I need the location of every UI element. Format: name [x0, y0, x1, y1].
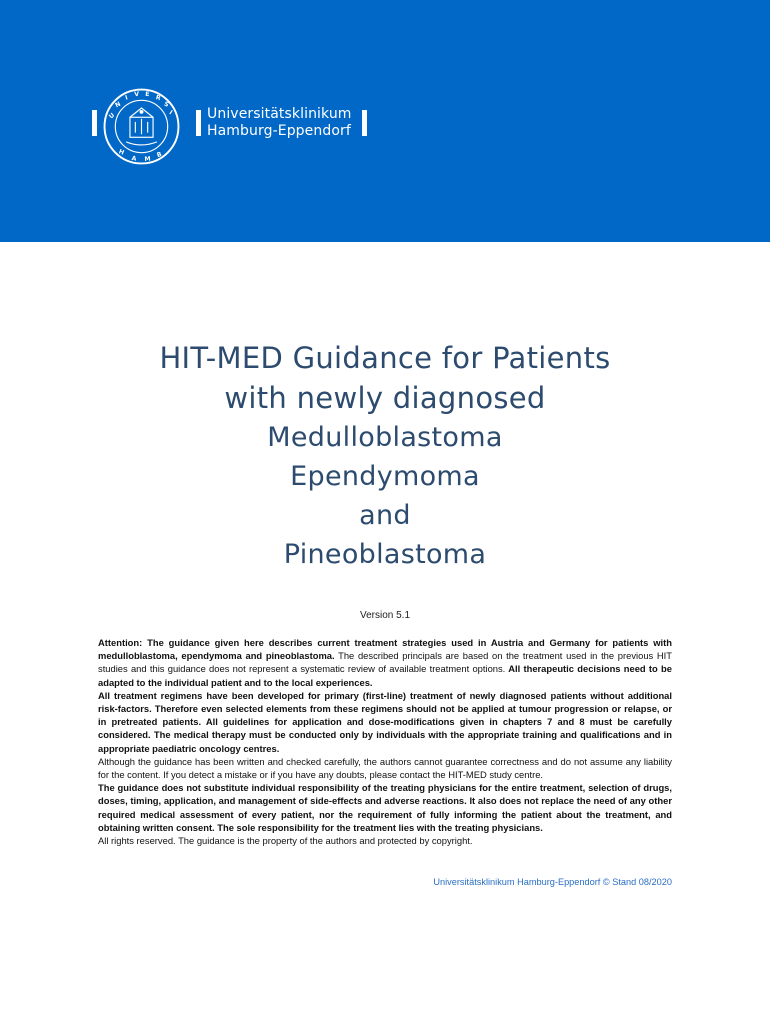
title-line-2: with newly diagnosed [224, 381, 546, 415]
disclaimer-paragraph-5 [98, 834, 672, 847]
disclaimer-paragraph-3 [98, 755, 672, 781]
logo-line-1: Universitätsklinikum [207, 106, 352, 122]
disclaimer-paragraph-4 [98, 781, 672, 834]
header-band [0, 0, 770, 242]
disclaimer-p3-regular: Although the guidance has been written and checked carefully, the authors cannot guarantee correctness and do not assume any liability for the content. If you detect a mistake or if you have any doubts, please contact the HIT-MED study centre. [98, 755, 672, 781]
logo-bar-icon [196, 110, 201, 136]
svg-text:S: S [162, 100, 170, 109]
svg-text:I: I [124, 94, 129, 102]
title-line-3: Medulloblastoma [267, 422, 503, 453]
title-line-5: and [359, 500, 411, 531]
svg-text:V: V [133, 90, 140, 99]
title-line-4: Ependymoma [290, 461, 480, 492]
disclaimer-p2-bold: All treatment regimens have been developed for primary (first-line) treatment of newly diagnosed patients without additional risk-factors. Therefore even selected elements from these regimens should not be applied at tumour progression or relapse, or in pretreated patients. All guidelines for application and dose-modifications given in chapters 7 and 8 must be carefully considered. The medical therapy must be conducted only by individuals with the appropriate training and qualifications and in appropriate paediatric oncology centres. [98, 689, 672, 754]
svg-text:A: A [131, 155, 137, 163]
version-label: Version 5.1 [359, 610, 411, 621]
svg-text:N: N [114, 100, 123, 110]
svg-text:R: R [155, 94, 162, 103]
svg-text:M: M [144, 155, 151, 164]
disclaimer-text [98, 636, 672, 847]
institution-logo-text [207, 106, 352, 140]
footer-copyright: Universitätsklinikum Hamburg-Eppendorf © Stand 08/2020 [433, 877, 672, 887]
title-line-6: Pineoblastoma [283, 539, 487, 570]
university-seal-icon [103, 88, 180, 165]
svg-text:E: E [145, 90, 150, 99]
svg-text:U: U [107, 111, 117, 121]
svg-text:B: B [156, 151, 163, 160]
disclaimer-p5-regular: All rights reserved. The guidance is the property of the authors and protected by copyright. [98, 835, 473, 847]
disclaimer-p1-bold: Attention: The guidance given here describes current treatment strategies used in Austria and Germany for patients with medulloblastoma, ependymoma and pineoblastoma. [98, 637, 672, 662]
disclaimer-paragraph-1 [98, 636, 672, 689]
svg-text:H: H [117, 148, 126, 157]
document-title [0, 338, 770, 574]
disclaimer-p1-bold-2: All therapeutic decisions need to be adapted to the individual patient and to the local experiences. [98, 663, 672, 688]
logo-line-2: Hamburg-Eppendorf [207, 123, 351, 139]
logo-bar-icon [362, 110, 367, 136]
disclaimer-paragraph-2 [98, 689, 672, 755]
svg-text:I: I [167, 109, 174, 117]
disclaimer-p4-bold: The guidance does not substitute individual responsibility of the treating physicians for the entire treatment, selection of drugs, doses, timing, application, and management of side-effects and adverse reactions. It also does not replace the need of any other required medical assessment of every patient, nor the requirement of fully informing the patient about the treatment, and obtaining written consent. The sole responsibility for the treatment lies with the treating physicians. [98, 782, 672, 833]
logo-bar-icon [92, 110, 97, 136]
disclaimer-p1-regular: The described principals are based on the treatment used in the previous HIT studies and this guidance does not represent a systematic review of available treatment options. [98, 650, 672, 675]
title-line-1: HIT-MED Guidance for Patients [159, 341, 611, 375]
